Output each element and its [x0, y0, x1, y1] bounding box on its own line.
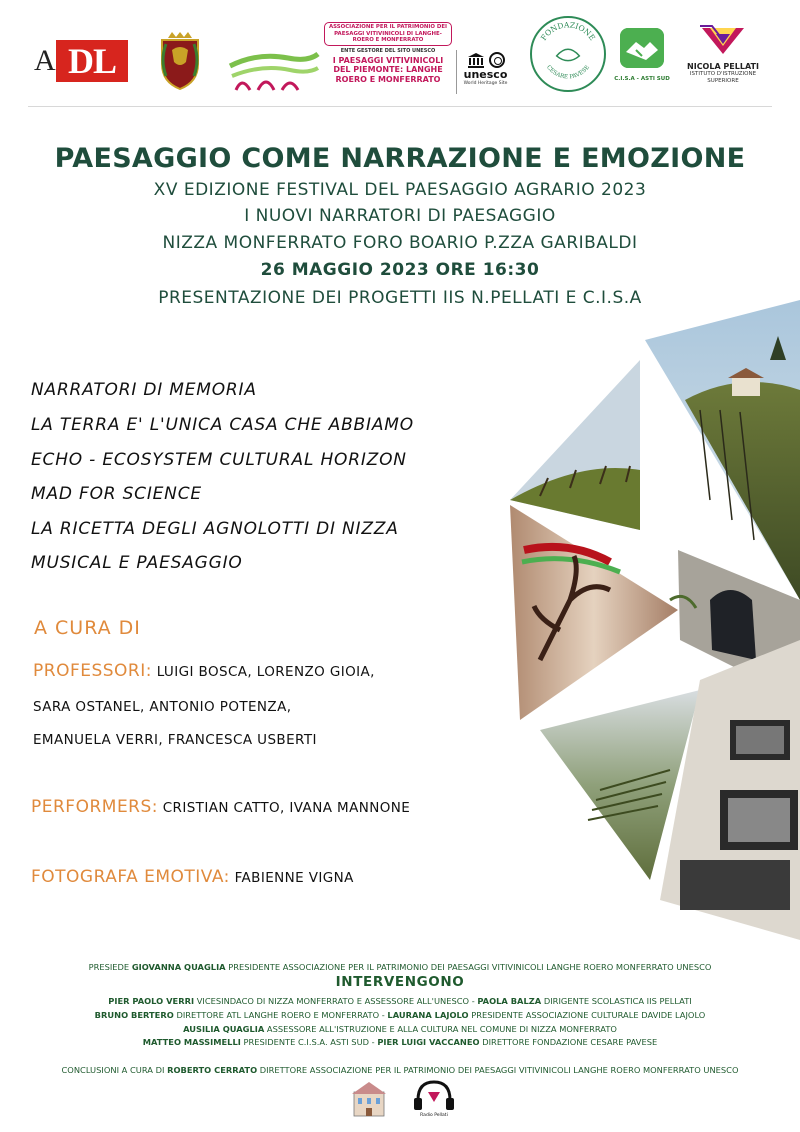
- professori-names: LUIGI BOSCA, LORENZO GIOIA,: [156, 664, 375, 680]
- photo-vineyard-rows: [510, 360, 640, 530]
- presiede-role: PRESIDENTE ASSOCIAZIONE PER IL PATRIMONIO DEI PAESAGGI VITIVINICOLI LANGHE ROERO MONFERRATO UNESCO: [228, 962, 712, 972]
- intervengono-heading: INTERVENGONO: [335, 974, 465, 990]
- school-building-icon: [352, 1082, 386, 1116]
- professori-line-3: EMANUELA VERRI, FRANCESCA USBERTI: [33, 732, 317, 748]
- speaker-name: LAURANA LAJOLO: [387, 1010, 469, 1020]
- headphones-icon: [414, 1082, 454, 1110]
- fondazione-cesare-pavese-logo: [530, 16, 606, 92]
- project-item: LA TERRA E' L'UNICA CASA CHE ABBIAMO: [31, 415, 414, 435]
- association-logo: [324, 22, 452, 98]
- project-item: MAD FOR SCIENCE: [31, 484, 202, 504]
- vineyard-landscape-icon: [228, 46, 320, 92]
- event-date: 26 MAGGIO 2023 ORE 16:30: [260, 260, 540, 280]
- pellati-emblem-icon: [698, 24, 748, 56]
- pellati-logo: [678, 24, 768, 96]
- performers-label: PERFORMERS:: [31, 797, 159, 817]
- speaker-name: BRUNO BERTERO: [94, 1010, 174, 1020]
- pellati-subtitle-1: ISTITUTO D'ISTRUZIONE: [689, 71, 757, 77]
- speaker-role: PRESIDENTE ASSOCIAZIONE CULTURALE DAVIDE LAJOLO: [471, 1010, 706, 1020]
- project-item: ECHO - ECOSYSTEM CULTURAL HORIZON: [31, 450, 407, 470]
- unesco-temple-icon: [467, 52, 485, 68]
- association-subtitle: ENTE GESTORE DEL SITO UNESCO: [340, 47, 436, 54]
- association-name: ASSOCIAZIONE PER IL PATRIMONIO DEI PAESAGGI VITIVINICOLI DI LANGHE-ROERO E MONFERRATO: [324, 22, 452, 46]
- speaker-name: PAOLA BALZA: [477, 996, 542, 1006]
- photo-exhibition-wall: [660, 640, 800, 940]
- fotografa-label: FOTOGRAFA EMOTIVA:: [31, 867, 230, 887]
- speaker-role: DIRETTORE FONDAZIONE CESARE PAVESE: [482, 1037, 658, 1047]
- speaker-name: AUSILIA QUAGLIA: [183, 1024, 265, 1034]
- festival-theme: I NUOVI NARRATORI DI PAESAGGIO: [244, 206, 556, 226]
- speaker-name: PIER PAOLO VERRI: [108, 996, 195, 1006]
- unesco-subtitle: World Heritage Site: [463, 81, 508, 86]
- project-item: LA RICETTA DEGLI AGNOLOTTI DI NIZZA: [31, 519, 399, 539]
- curated-by-heading: A CURA DI: [34, 617, 141, 639]
- event-title: PAESAGGIO COME NARRAZIONE E EMOZIONE: [54, 143, 746, 174]
- photo-villa-vineyard: [645, 300, 800, 600]
- adl-logo-a: A: [34, 44, 56, 77]
- conclusioni-name: ROBERTO CERRATO: [167, 1065, 258, 1075]
- fotografa-line: [31, 867, 354, 887]
- photo-painted-barrel: [510, 505, 678, 720]
- association-site-title: I PAESAGGI VITIVINICOLI DEL PIEMONTE: LANGHE ROERO E MONFERRATO: [332, 55, 444, 84]
- presiede-name: GIOVANNA QUAGLIA: [131, 962, 226, 972]
- project-item: MUSICAL E PAESAGGIO: [31, 553, 243, 573]
- performers-names: CRISTIAN CATTO, IVANA MANNONE: [162, 800, 411, 816]
- professori-line-2: SARA OSTANEL, ANTONIO POTENZA,: [33, 699, 292, 715]
- pellati-name: NICOLA PELLATI: [687, 62, 759, 71]
- pellati-subtitle-2: SUPERIORE: [707, 78, 739, 84]
- footer-logos: [352, 1078, 462, 1118]
- unesco-logo: [456, 50, 514, 94]
- svg-text:FONDAZIONE: FONDAZIONE: [538, 20, 598, 43]
- conclusioni-prefix: CONCLUSIONI A CURA DI: [61, 1065, 165, 1075]
- speaker-role: DIRIGENTE SCOLASTICA IIS PELLATI: [543, 996, 692, 1006]
- speaker-line-3: [0, 1024, 800, 1034]
- presiede-line: [0, 962, 800, 972]
- cisa-logo: [612, 28, 672, 90]
- event-description: PRESENTAZIONE DEI PROGETTI IIS N.PELLATI E C.I.S.A: [158, 288, 642, 308]
- speaker-line-2: [0, 1010, 800, 1020]
- nizza-crest-icon: [158, 32, 202, 90]
- cisa-name: C.I.S.A - ASTI SUD: [614, 76, 670, 82]
- conclusioni-role: DIRETTORE ASSOCIAZIONE PER IL PATRIMONIO DEI PAESAGGI VITIVINICOLI LANGHE ROERO MONFERRATO UNESCO: [259, 1065, 739, 1075]
- conclusioni-line: [0, 1065, 800, 1075]
- photo-collage: [500, 300, 800, 940]
- svg-text:CESARE PAVESE: CESARE PAVESE: [545, 64, 591, 81]
- performers-line: [31, 797, 410, 817]
- festival-edition: XV EDIZIONE FESTIVAL DEL PAESAGGIO AGRARIO 2023: [153, 180, 647, 200]
- adl-logo-dl: DL: [56, 40, 128, 82]
- professori-label: PROFESSORI:: [33, 661, 152, 681]
- header-divider: [28, 106, 772, 107]
- speaker-role: DIRETTORE ATL LANGHE ROERO E MONFERRATO -: [176, 1010, 385, 1020]
- speaker-name: PIER LUIGI VACCANEO: [377, 1037, 480, 1047]
- world-heritage-emblem-icon: [489, 52, 505, 68]
- speaker-role: PRESIDENTE C.I.S.A. ASTI SUD -: [243, 1037, 375, 1047]
- radio-pellati-label: Radio Pellati: [420, 1113, 448, 1118]
- event-venue: NIZZA MONFERRATO FORO BOARIO P.ZZA GARIBALDI: [162, 233, 638, 253]
- presiede-prefix: PRESIEDE: [88, 962, 130, 972]
- project-item: NARRATORI DI MEMORIA: [31, 380, 257, 400]
- speaker-role: VICESINDACO DI NIZZA MONFERRATO E ASSESSORE ALL'UNESCO -: [196, 996, 475, 1006]
- fotografa-name: FABIENNE VIGNA: [234, 870, 354, 886]
- speaker-name: MATTEO MASSIMELLI: [142, 1037, 241, 1047]
- speaker-line-4: [0, 1037, 800, 1047]
- professori-line-1: [33, 661, 375, 681]
- speaker-line-1: [0, 996, 800, 1006]
- speaker-role: ASSESSORE ALL'ISTRUZIONE E ALLA CULTURA NEL COMUNE DI NIZZA MONFERRATO: [266, 1024, 617, 1034]
- partner-logo-bar: [0, 0, 800, 106]
- adl-logo: [34, 38, 130, 86]
- handshake-icon: [620, 28, 664, 68]
- unesco-wordmark: unesco: [463, 68, 508, 81]
